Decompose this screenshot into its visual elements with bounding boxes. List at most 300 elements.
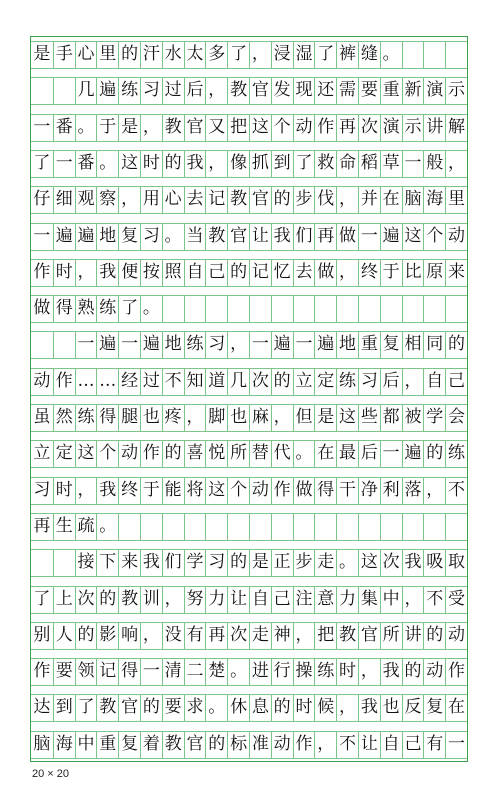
grid-cell: 了 bbox=[33, 152, 51, 173]
grid-cell: 抓 bbox=[249, 150, 271, 177]
grid-cell: 教 bbox=[96, 694, 118, 721]
grid-cell bbox=[53, 549, 75, 576]
grid-cell: ， bbox=[118, 186, 140, 213]
grid-cell: 息 bbox=[249, 694, 271, 721]
grid-cell: 麻 bbox=[249, 404, 271, 431]
grid-cell bbox=[53, 77, 75, 104]
grid-cell: 次 bbox=[358, 114, 380, 141]
grid-cell: 里 bbox=[445, 186, 467, 213]
grid-row bbox=[31, 731, 467, 758]
grid-cell: 虽 bbox=[33, 407, 51, 427]
grid-cell: 遍 bbox=[96, 77, 118, 104]
row-top-line bbox=[31, 622, 467, 623]
grid-cell: 的 bbox=[75, 622, 97, 649]
grid-cell: 也 bbox=[380, 694, 402, 721]
grid-row bbox=[31, 694, 467, 721]
row-bottom-line bbox=[31, 613, 467, 614]
grid-cell: 讲 bbox=[402, 622, 424, 649]
grid-cell bbox=[53, 331, 75, 358]
grid-cell: 多 bbox=[205, 41, 227, 68]
grid-cell: 疏 bbox=[75, 513, 97, 540]
grid-cell: 记 bbox=[249, 259, 271, 286]
grid-row bbox=[31, 295, 467, 322]
row-top-line bbox=[31, 186, 467, 187]
grid-row bbox=[31, 259, 467, 286]
grid-cell bbox=[445, 41, 467, 68]
grid-cell: 练 bbox=[184, 331, 206, 358]
grid-cell: 我 bbox=[358, 694, 380, 721]
grid-cell: 清 bbox=[162, 658, 184, 685]
row-bottom-line bbox=[31, 467, 467, 468]
row-bottom-line bbox=[31, 431, 467, 432]
grid-cell: 得 bbox=[118, 658, 140, 685]
grid-cell: 这 bbox=[402, 223, 424, 250]
grid-cell: 中 bbox=[380, 586, 402, 613]
grid-cell: 做 bbox=[33, 298, 51, 319]
grid-cell: 标 bbox=[227, 731, 249, 758]
grid-cell: 遍 bbox=[75, 223, 97, 250]
grid-cell: 让 bbox=[358, 731, 380, 758]
row-top-line bbox=[31, 440, 467, 441]
grid-cell: 了 bbox=[75, 694, 97, 721]
grid-cell bbox=[380, 513, 402, 540]
grid-cell: ， bbox=[249, 41, 271, 68]
grid-cell: 再 bbox=[205, 622, 227, 649]
grid-cell bbox=[402, 41, 424, 68]
composition-grid-sheet bbox=[30, 36, 468, 762]
grid-cell: 次 bbox=[380, 549, 402, 576]
grid-cell: 己 bbox=[402, 731, 424, 758]
grid-cell: ， bbox=[184, 404, 206, 431]
grid-cell: 休 bbox=[227, 694, 249, 721]
grid-cell: 官 bbox=[249, 186, 271, 213]
grid-cell: 些 bbox=[358, 404, 380, 431]
grid-cell: 作 bbox=[445, 658, 467, 685]
grid-cell: 注 bbox=[293, 586, 315, 613]
grid-cell: ， bbox=[402, 586, 424, 613]
grid-row bbox=[31, 549, 467, 576]
grid-cell: 湿 bbox=[293, 41, 315, 68]
grid-cell: 习 bbox=[205, 331, 227, 358]
grid-cell: 练 bbox=[314, 658, 336, 685]
grid-cell: 遍 bbox=[380, 223, 402, 250]
row-bottom-line bbox=[31, 649, 467, 650]
grid-cell: 腿 bbox=[118, 404, 140, 431]
grid-cell: 走 bbox=[314, 549, 336, 576]
grid-cell: 习 bbox=[205, 549, 227, 576]
grid-cell: 个 bbox=[227, 477, 249, 504]
grid-cell: 然 bbox=[53, 404, 75, 431]
grid-cell: 稻 bbox=[358, 150, 380, 177]
grid-cell: 这 bbox=[75, 440, 97, 467]
grid-cell: 救 bbox=[314, 150, 336, 177]
grid-cell: ， bbox=[336, 186, 358, 213]
grid-cell: 草 bbox=[380, 150, 402, 177]
grid-cell: 记 bbox=[205, 186, 227, 213]
grid-cell bbox=[205, 295, 227, 322]
grid-cell: 干 bbox=[336, 477, 358, 504]
grid-cell: 来 bbox=[445, 259, 467, 286]
row-bottom-line bbox=[31, 358, 467, 359]
grid-cell: 步 bbox=[293, 549, 315, 576]
grid-cell: 。 bbox=[205, 694, 227, 721]
grid-cell: 喜 bbox=[184, 440, 206, 467]
grid-row bbox=[31, 658, 467, 685]
grid-cell: 一 bbox=[33, 225, 51, 246]
row-top-line bbox=[31, 513, 467, 514]
grid-cell: 这 bbox=[358, 549, 380, 576]
grid-cell: 动 bbox=[271, 731, 293, 758]
grid-cell: 又 bbox=[205, 114, 227, 141]
grid-cell: 反 bbox=[402, 694, 424, 721]
grid-cell: 来 bbox=[118, 549, 140, 576]
grid-cell: 次 bbox=[75, 586, 97, 613]
grid-cell: 。 bbox=[227, 658, 249, 685]
grid-cell: 需 bbox=[336, 77, 358, 104]
grid-cell: 有 bbox=[423, 731, 445, 758]
grid-cell: 让 bbox=[249, 223, 271, 250]
grid-row bbox=[31, 150, 467, 177]
grid-cell: 熟 bbox=[75, 295, 97, 322]
grid-cell: 经 bbox=[118, 368, 140, 395]
grid-cell: 的 bbox=[205, 731, 227, 758]
grid-cell: 再 bbox=[314, 223, 336, 250]
grid-cell: 察 bbox=[96, 186, 118, 213]
grid-cell: 手 bbox=[53, 41, 75, 68]
grid-cell: 用 bbox=[140, 186, 162, 213]
grid-cell: 动 bbox=[293, 114, 315, 141]
grid-cell: 我 bbox=[271, 223, 293, 250]
grid-cell: 没 bbox=[162, 622, 184, 649]
grid-cell bbox=[31, 331, 53, 358]
grid-cell: 下 bbox=[96, 549, 118, 576]
grid-cell: 受 bbox=[445, 586, 467, 613]
grid-cell: ， bbox=[227, 331, 249, 358]
row-bottom-line bbox=[31, 286, 467, 287]
grid-cell: 训 bbox=[140, 586, 162, 613]
row-bottom-line bbox=[31, 758, 467, 759]
grid-cell: 像 bbox=[227, 150, 249, 177]
row-top-line bbox=[31, 368, 467, 369]
grid-cell: 一 bbox=[53, 150, 75, 177]
grid-cell: 作 bbox=[33, 661, 51, 682]
grid-cell: 楚 bbox=[205, 658, 227, 685]
row-top-line bbox=[31, 658, 467, 659]
grid-cell bbox=[423, 41, 445, 68]
grid-cell: 自 bbox=[184, 259, 206, 286]
grid-cell bbox=[336, 295, 358, 322]
grid-cell: ， bbox=[358, 658, 380, 685]
grid-cell: 地 bbox=[336, 331, 358, 358]
grid-cell bbox=[380, 295, 402, 322]
grid-cell: 伐 bbox=[314, 186, 336, 213]
grid-cell: 了 bbox=[118, 295, 140, 322]
row-top-line bbox=[31, 295, 467, 296]
grid-cell: 作 bbox=[140, 440, 162, 467]
row-bottom-line bbox=[31, 395, 467, 396]
grid-cell: 再 bbox=[336, 114, 358, 141]
grid-cell: 习 bbox=[140, 77, 162, 104]
grid-cell: 悦 bbox=[205, 440, 227, 467]
grid-cell: ， bbox=[293, 622, 315, 649]
grid-cell: 脑 bbox=[402, 186, 424, 213]
grid-cell: 得 bbox=[53, 295, 75, 322]
grid-cell: 所 bbox=[227, 440, 249, 467]
grid-cell: ， bbox=[423, 477, 445, 504]
grid-cell: 复 bbox=[118, 223, 140, 250]
grid-cell: 要 bbox=[53, 658, 75, 685]
grid-cell bbox=[293, 295, 315, 322]
grid-cell bbox=[271, 295, 293, 322]
grid-cell bbox=[293, 513, 315, 540]
grid-cell bbox=[227, 513, 249, 540]
grid-cell: 了 bbox=[314, 41, 336, 68]
grid-cell bbox=[205, 513, 227, 540]
grid-cell: 自 bbox=[380, 731, 402, 758]
grid-cell: ， bbox=[336, 259, 358, 286]
grid-cell: 时 bbox=[140, 150, 162, 177]
grid-cell bbox=[31, 549, 53, 576]
grid-cell bbox=[140, 513, 162, 540]
grid-cell: 动 bbox=[445, 223, 467, 250]
grid-cell: 的 bbox=[423, 622, 445, 649]
grid-cell: 准 bbox=[249, 731, 271, 758]
grid-cell: 时 bbox=[336, 658, 358, 685]
grid-cell: 集 bbox=[358, 586, 380, 613]
grid-cell: 于 bbox=[140, 477, 162, 504]
grid-cell: 练 bbox=[118, 77, 140, 104]
grid-cell: 按 bbox=[140, 259, 162, 286]
grid-cell: 一 bbox=[75, 331, 97, 358]
grid-cell: 知 bbox=[184, 368, 206, 395]
grid-cell: 终 bbox=[358, 259, 380, 286]
grid-cell: 达 bbox=[33, 697, 51, 718]
grid-cell: 时 bbox=[53, 477, 75, 504]
grid-row bbox=[31, 41, 467, 68]
grid-cell: 被 bbox=[402, 404, 424, 431]
grid-cell: ， bbox=[205, 77, 227, 104]
grid-cell: 我 bbox=[402, 549, 424, 576]
grid-cell: 替 bbox=[249, 440, 271, 467]
grid-cell bbox=[184, 295, 206, 322]
grid-cell: 。 bbox=[140, 295, 162, 322]
grid-cell: 重 bbox=[358, 331, 380, 358]
grid-cell: 要 bbox=[358, 77, 380, 104]
grid-cell: … bbox=[75, 368, 97, 395]
grid-cell: 得 bbox=[96, 404, 118, 431]
grid-cell: 。 bbox=[336, 549, 358, 576]
grid-cell: 到 bbox=[271, 150, 293, 177]
grid-cell: 复 bbox=[380, 331, 402, 358]
grid-cell: 着 bbox=[140, 731, 162, 758]
grid-cell: 官 bbox=[249, 77, 271, 104]
grid-cell bbox=[423, 295, 445, 322]
grid-cell: 己 bbox=[445, 368, 467, 395]
grid-cell: 脚 bbox=[205, 404, 227, 431]
grid-cell bbox=[358, 295, 380, 322]
row-bottom-line bbox=[31, 250, 467, 251]
grid-cell bbox=[358, 513, 380, 540]
grid-cell: 的 bbox=[227, 259, 249, 286]
grid-cell: 取 bbox=[445, 549, 467, 576]
grid-cell: 遍 bbox=[314, 331, 336, 358]
grid-cell: 是 bbox=[314, 404, 336, 431]
grid-cell: 我 bbox=[96, 259, 118, 286]
grid-cell: 去 bbox=[293, 259, 315, 286]
grid-cell: 一 bbox=[293, 331, 315, 358]
grid-cell: 一 bbox=[402, 150, 424, 177]
grid-cell: 的 bbox=[140, 694, 162, 721]
grid-row bbox=[31, 622, 467, 649]
grid-cell: 有 bbox=[184, 622, 206, 649]
grid-cell bbox=[118, 513, 140, 540]
grid-cell: 讲 bbox=[423, 114, 445, 141]
grid-cell: 都 bbox=[380, 404, 402, 431]
grid-cell: 响 bbox=[118, 622, 140, 649]
grid-cell: 生 bbox=[53, 513, 75, 540]
grid-cell: 练 bbox=[336, 368, 358, 395]
grid-cell: 候 bbox=[314, 694, 336, 721]
grid-cell: 。 bbox=[75, 114, 97, 141]
grid-cell: 后 bbox=[358, 440, 380, 467]
grid-cell: 的 bbox=[118, 41, 140, 68]
grid-cell: 练 bbox=[75, 404, 97, 431]
grid-cell: ， bbox=[314, 731, 336, 758]
grid-cell: 正 bbox=[271, 549, 293, 576]
grid-cell: 命 bbox=[336, 150, 358, 177]
grid-cell: 做 bbox=[336, 223, 358, 250]
grid-cell: ， bbox=[402, 368, 424, 395]
grid-cell: 不 bbox=[336, 731, 358, 758]
grid-cell: 把 bbox=[314, 622, 336, 649]
grid-cell: 教 bbox=[162, 114, 184, 141]
grid-size-label: 20 × 20 bbox=[32, 768, 70, 780]
grid-cell: 二 bbox=[184, 658, 206, 685]
row-top-line bbox=[31, 694, 467, 695]
grid-cell: 忆 bbox=[271, 259, 293, 286]
grid-cell: 复 bbox=[118, 731, 140, 758]
grid-cell: 一 bbox=[445, 731, 467, 758]
grid-cell: 动 bbox=[445, 622, 467, 649]
grid-cell: 力 bbox=[205, 586, 227, 613]
grid-cell: 地 bbox=[162, 331, 184, 358]
grid-cell: ， bbox=[445, 150, 467, 177]
grid-cell: ， bbox=[75, 477, 97, 504]
grid-cell: 道 bbox=[205, 368, 227, 395]
grid-cell: 原 bbox=[423, 259, 445, 286]
grid-cell: 一 bbox=[33, 116, 51, 137]
grid-cell: 太 bbox=[184, 41, 206, 68]
grid-cell: 把 bbox=[227, 114, 249, 141]
row-bottom-line bbox=[31, 685, 467, 686]
grid-cell: 己 bbox=[271, 586, 293, 613]
row-bottom-line bbox=[31, 576, 467, 577]
grid-cell bbox=[162, 513, 184, 540]
grid-cell: 的 bbox=[162, 440, 184, 467]
grid-cell: 的 bbox=[271, 694, 293, 721]
grid-cell bbox=[31, 77, 53, 104]
row-top-line bbox=[31, 223, 467, 224]
grid-cell: ， bbox=[271, 404, 293, 431]
grid-cell: 细 bbox=[53, 186, 75, 213]
grid-cell bbox=[314, 513, 336, 540]
grid-cell: 我 bbox=[140, 549, 162, 576]
grid-cell: 习 bbox=[33, 479, 51, 500]
grid-cell: 教 bbox=[227, 186, 249, 213]
grid-cell: 。 bbox=[96, 513, 118, 540]
grid-cell: 的 bbox=[423, 440, 445, 467]
grid-cell: 遍 bbox=[96, 331, 118, 358]
grid-cell: 教 bbox=[205, 223, 227, 250]
row-bottom-line bbox=[31, 540, 467, 541]
grid-cell: 当 bbox=[184, 223, 206, 250]
grid-cell bbox=[271, 513, 293, 540]
grid-cell bbox=[445, 295, 467, 322]
grid-cell: 我 bbox=[380, 658, 402, 685]
grid-cell: 定 bbox=[53, 440, 75, 467]
grid-cell: 观 bbox=[75, 186, 97, 213]
grid-cell: 后 bbox=[380, 368, 402, 395]
grid-cell: 比 bbox=[402, 259, 424, 286]
grid-cell: ， bbox=[162, 586, 184, 613]
grid-cell: 并 bbox=[358, 186, 380, 213]
grid-cell: 人 bbox=[53, 622, 75, 649]
row-bottom-line bbox=[31, 322, 467, 323]
grid-cell: 示 bbox=[402, 114, 424, 141]
grid-cell: 练 bbox=[96, 295, 118, 322]
grid-cell: 番 bbox=[75, 150, 97, 177]
grid-cell: 到 bbox=[53, 694, 75, 721]
grid-cell: 脑 bbox=[33, 733, 51, 754]
row-top-line bbox=[31, 549, 467, 550]
grid-cell bbox=[402, 295, 424, 322]
grid-cell: 作 bbox=[33, 261, 51, 282]
grid-cell: 神 bbox=[271, 622, 293, 649]
grid-cell: 求 bbox=[184, 694, 206, 721]
grid-cell: 次 bbox=[249, 368, 271, 395]
grid-cell: 去 bbox=[184, 186, 206, 213]
grid-cell bbox=[314, 295, 336, 322]
row-top-line bbox=[31, 586, 467, 587]
grid-cell: 新 bbox=[402, 77, 424, 104]
grid-cell bbox=[249, 295, 271, 322]
row-bottom-line bbox=[31, 213, 467, 214]
grid-cell: 学 bbox=[423, 404, 445, 431]
grid-cell: 动 bbox=[423, 658, 445, 685]
grid-cell: 也 bbox=[140, 404, 162, 431]
grid-cell: 疼 bbox=[162, 404, 184, 431]
grid-cell: 的 bbox=[227, 549, 249, 576]
grid-cell: 们 bbox=[293, 223, 315, 250]
grid-cell: 番 bbox=[53, 114, 75, 141]
grid-cell: 后 bbox=[184, 77, 206, 104]
grid-cell: 现 bbox=[293, 77, 315, 104]
grid-cell: 复 bbox=[423, 694, 445, 721]
grid-cell: ， bbox=[140, 622, 162, 649]
grid-cell: 记 bbox=[96, 658, 118, 685]
row-bottom-line bbox=[31, 177, 467, 178]
grid-cell bbox=[336, 513, 358, 540]
grid-cell: 。 bbox=[96, 150, 118, 177]
grid-cell: 能 bbox=[162, 477, 184, 504]
grid-cell: 一 bbox=[380, 440, 402, 467]
grid-cell: 时 bbox=[293, 694, 315, 721]
grid-cell: 净 bbox=[358, 477, 380, 504]
grid-cell: 遍 bbox=[402, 440, 424, 467]
grid-cell: 地 bbox=[96, 223, 118, 250]
grid-row bbox=[31, 513, 467, 540]
grid-cell: 浸 bbox=[271, 41, 293, 68]
